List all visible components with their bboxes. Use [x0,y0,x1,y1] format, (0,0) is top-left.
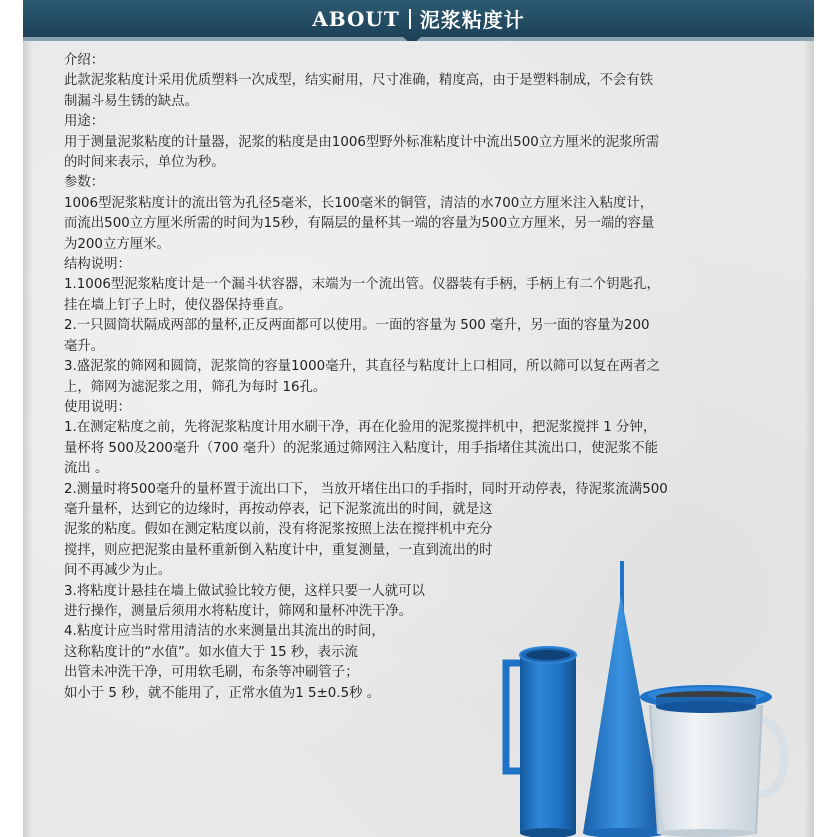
text-line: 间不再减少为止。 [64,563,172,579]
text-line: 3.将粘度计悬挂在墙上做试验比较方便，这样只要一人就可以 [64,583,425,599]
text-line: 3.盛泥浆的筛网和圆筒，泥浆筒的容量1000毫升，其直径与粘度计上口相同，所以筛可以复在两者之 [64,359,660,375]
text-line: 2.一只圆筒状隔成两部的量杯,正反两面都可以使用。一面的容量为 500 毫升，另一面的容量为200 [64,318,650,334]
text-line: 的时间来表示，单位为秒。 [64,155,225,171]
text-line: 参数： [64,175,105,191]
text-line: 1.1006型泥浆粘度计是一个漏斗状容器，末端为一个流出管。仪器装有手柄，手柄上有二个钥匙孔， [64,277,660,293]
text-line: 上，筛网为滤泥浆之用，筛孔为每时 16孔。 [64,379,327,395]
text-line: 这称粘度计的“水值”。如水值大于 15 秒，表示流 [64,644,358,660]
title-separator [409,9,411,29]
text-line: 介绍： [64,53,105,68]
sieve-beaker [640,685,784,837]
text-line: 进行操作，测量后须用水将粘度计，筛网和量杯冲洗干净。 [64,603,413,619]
text-line: 4.粘度计应当时常用清洁的水来测量出其流出的时间， [64,624,385,640]
text-line: 而流出500立方厘米所需的时间为15秒，有隔层的量杯其一端的容量为500立方厘米，另一端的容量 [64,216,655,232]
header-title [0,0,837,37]
paper-edge-left [23,41,33,837]
text-line: 结构说明： [64,257,131,273]
text-line: 出管未冲洗干净，可用软毛刷，布条等冲刷管子； [64,665,359,681]
text-line: 量杯将 500及200毫升（700 毫升）的泥浆通过筛网注入粘度计，用手指堵住其流出口，使泥浆不能 [64,440,659,456]
text-line: 使用说明： [64,399,131,415]
title-chinese: 泥浆粘度计 [419,8,525,32]
title-english: ABOUT [312,6,400,31]
product-illustration [500,555,800,837]
text-line: 如小于 5 秒，就不能用了，正常水值为1 5±0.5秒 。 [64,685,381,701]
text-line: 毫升量杯，达到它的边缘时，再按动停表，记下泥浆流出的时间，就是这 [64,501,493,517]
text-line: 制漏斗易生锈的缺点。 [64,93,198,109]
text-line: 用于测量泥浆粘度的计量器，泥浆的粘度是由1006型野外标准粘度计中流出500立方厘米的泥浆所需 [64,134,660,150]
paper-edge-right [804,41,814,837]
text-line: 用途： [64,114,105,130]
text-line: 1006型泥浆粘度计的流出管为孔径5毫米，长100毫米的铜管，清洁的水700立方厘米注入粘度计， [64,195,654,211]
text-line: 此款泥浆粘度计采用优质塑料一次成型，结实耐用，尺寸准确，精度高，由于是塑料制成，不会有铁 [64,73,654,89]
text-line: 泥浆的粘度。假如在测定粘度以前，没有将泥浆按照上法在搅拌机中充分 [64,522,493,538]
text-line: 挂在墙上钉子上时，使仪器保持垂直。 [64,297,292,313]
text-line: 毫升。 [64,338,105,354]
text-line: 2.测量时将500毫升的量杯置于流出口下， 当放开堵住出口的手指时，同时开动停表，待泥浆流满500 [64,481,668,497]
cylinder-cup [506,647,576,837]
text-line: 搅拌，则应把泥浆由量杯重新倒入粘度计中，重复测量，一直到流出的时 [64,542,493,558]
text-line: 1.在测定粘度之前，先将泥浆粘度计用水刷干净，再在化验用的泥浆搅拌机中，把泥浆搅拌 1 分钟， [64,420,657,436]
text-line: 为200立方厘米。 [64,236,170,252]
text-line: 流出 。 [64,461,109,477]
